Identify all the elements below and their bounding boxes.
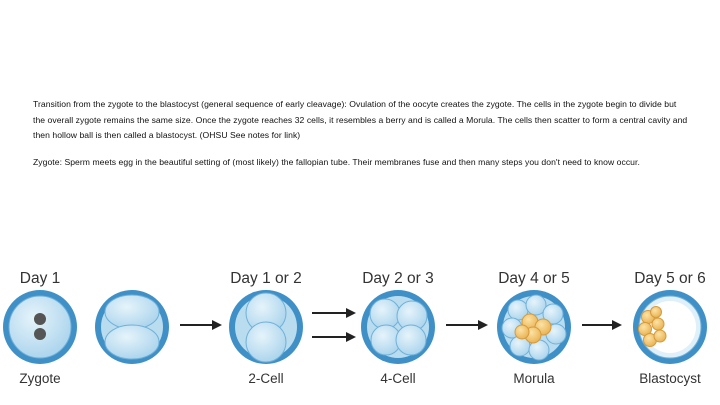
intro-paragraph: Transition from the zygote to the blastocyst (general sequence of early cleavage): Ovulation of the oocyte creates the zygote. The cells in the zygote begin to divide but the overall zygote remains the same size. Once the zygote reaches 32 cells, it resembles a berry and is called a Morula. The cells then scatter to form a central cavity and then hollow ball is then called a blastocyst. (OHSU See notes for link) bbox=[33, 99, 688, 140]
day-label-3: Day 2 or 3 bbox=[362, 270, 434, 287]
blastocyst-embryo bbox=[633, 290, 707, 364]
morula-embryo bbox=[497, 290, 571, 364]
arrow-icon bbox=[180, 320, 222, 330]
arrow-icon bbox=[312, 308, 356, 318]
day-label-5: Day 5 or 6 bbox=[634, 270, 706, 287]
dividing-zygote-cell bbox=[95, 290, 169, 364]
zygote-paragraph: Zygote: Sperm meets egg in the beautiful setting of (most likely) the fallopian tube. Their membranes fuse and then many steps you don't need to know occur. bbox=[33, 157, 640, 167]
embryo-development-figure bbox=[0, 262, 720, 405]
two-cell-embryo bbox=[229, 290, 303, 364]
stage-label-zygote: Zygote bbox=[19, 371, 61, 386]
stage-label-2-cell: 2-Cell bbox=[248, 371, 284, 386]
zygote-cell bbox=[3, 290, 77, 364]
day-label-1: Day 1 bbox=[19, 270, 61, 287]
pronucleus-icon bbox=[34, 313, 46, 325]
arrow-icon bbox=[446, 320, 488, 330]
stage-label-blastocyst: Blastocyst bbox=[639, 371, 701, 386]
stage-label-morula: Morula bbox=[513, 371, 555, 386]
four-cell-embryo bbox=[361, 290, 435, 364]
day-label-4: Day 4 or 5 bbox=[498, 270, 570, 287]
arrow-icon bbox=[312, 332, 356, 342]
day-label-2: Day 1 or 2 bbox=[230, 270, 302, 287]
stage-label-4-cell: 4-Cell bbox=[380, 371, 416, 386]
arrow-icon bbox=[582, 320, 622, 330]
pronucleus-icon bbox=[34, 328, 46, 340]
